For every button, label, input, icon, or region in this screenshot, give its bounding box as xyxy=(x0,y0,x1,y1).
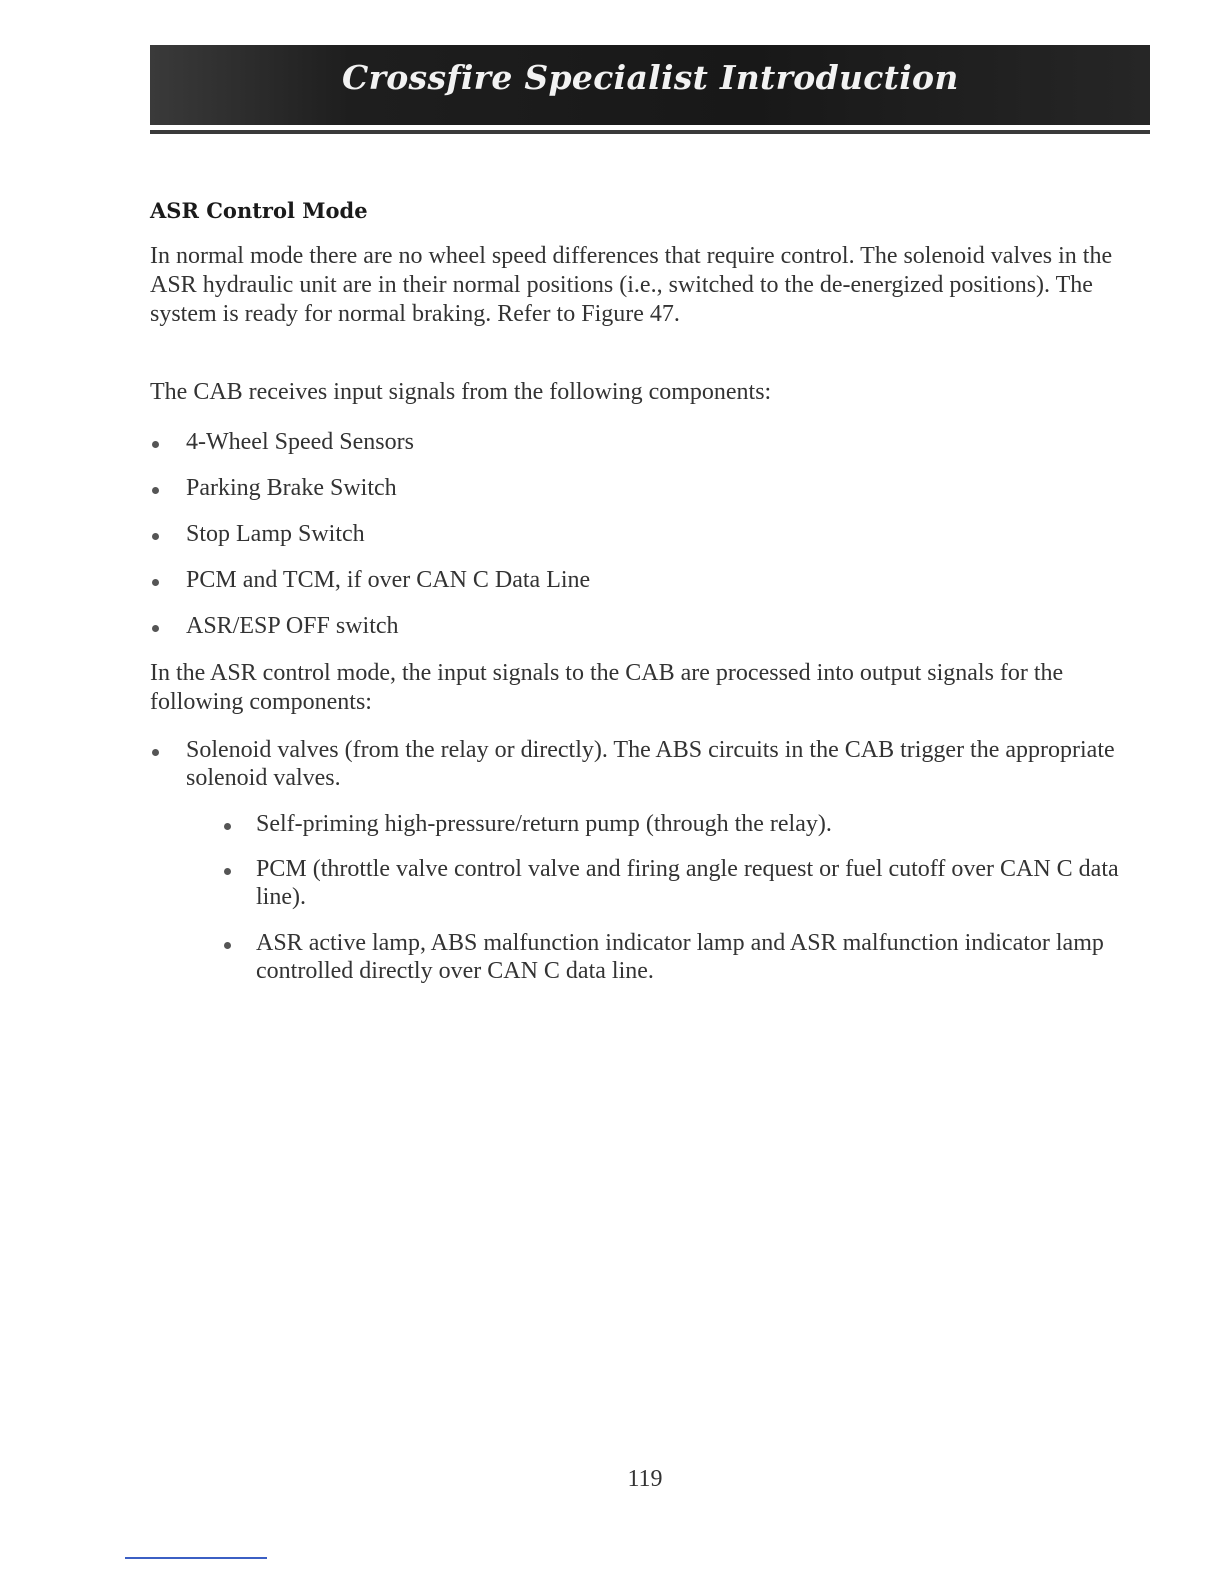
header-rule xyxy=(150,130,1150,134)
page-title: Crossfire Specialist Introduction xyxy=(342,58,959,97)
bullet-icon xyxy=(152,441,159,448)
list-item: Stop Lamp Switch xyxy=(186,521,365,547)
sub-list-item: ASR active lamp, ABS malfunction indicator lamp and ASR malfunction indicator lamp controlled directly over CAN C data line. xyxy=(256,930,1104,984)
bullet-icon xyxy=(224,823,231,830)
bullet-icon xyxy=(152,579,159,586)
sub-list-item: Self-priming high-pressure/return pump (through the relay). xyxy=(256,811,832,837)
bullet-icon xyxy=(152,625,159,632)
page-number: 119 xyxy=(627,1466,663,1492)
list-item: 4-Wheel Speed Sensors xyxy=(186,429,414,455)
inputs-lead-paragraph: The CAB receives input signals from the following components: xyxy=(150,379,772,405)
sub-list-item: PCM (throttle valve control valve and firing angle request or fuel cutoff over CAN C data line). xyxy=(256,856,1119,910)
bullet-icon xyxy=(224,868,231,875)
bullet-icon xyxy=(152,487,159,494)
section-heading: ASR Control Mode xyxy=(150,198,368,223)
bullet-icon xyxy=(152,533,159,540)
intro-paragraph: In normal mode there are no wheel speed differences that require control. The solenoid valves in the ASR hydraulic unit are in their normal positions (i.e., switched to the de-energized positions). The system is ready for normal braking. Refer to Figure 47. xyxy=(150,243,1113,327)
bullet-icon xyxy=(224,942,231,949)
bullet-icon xyxy=(152,749,159,756)
footer-line xyxy=(125,1557,267,1559)
list-item: ASR/ESP OFF switch xyxy=(186,613,399,639)
list-item: Solenoid valves (from the relay or directly). The ABS circuits in the CAB trigger the appropriate solenoid valves. xyxy=(186,737,1115,791)
list-item: PCM and TCM, if over CAN C Data Line xyxy=(186,567,591,593)
outputs-lead-paragraph: In the ASR control mode, the input signals to the CAB are processed into output signals for the following components: xyxy=(150,660,1064,715)
list-item: Parking Brake Switch xyxy=(186,475,397,501)
